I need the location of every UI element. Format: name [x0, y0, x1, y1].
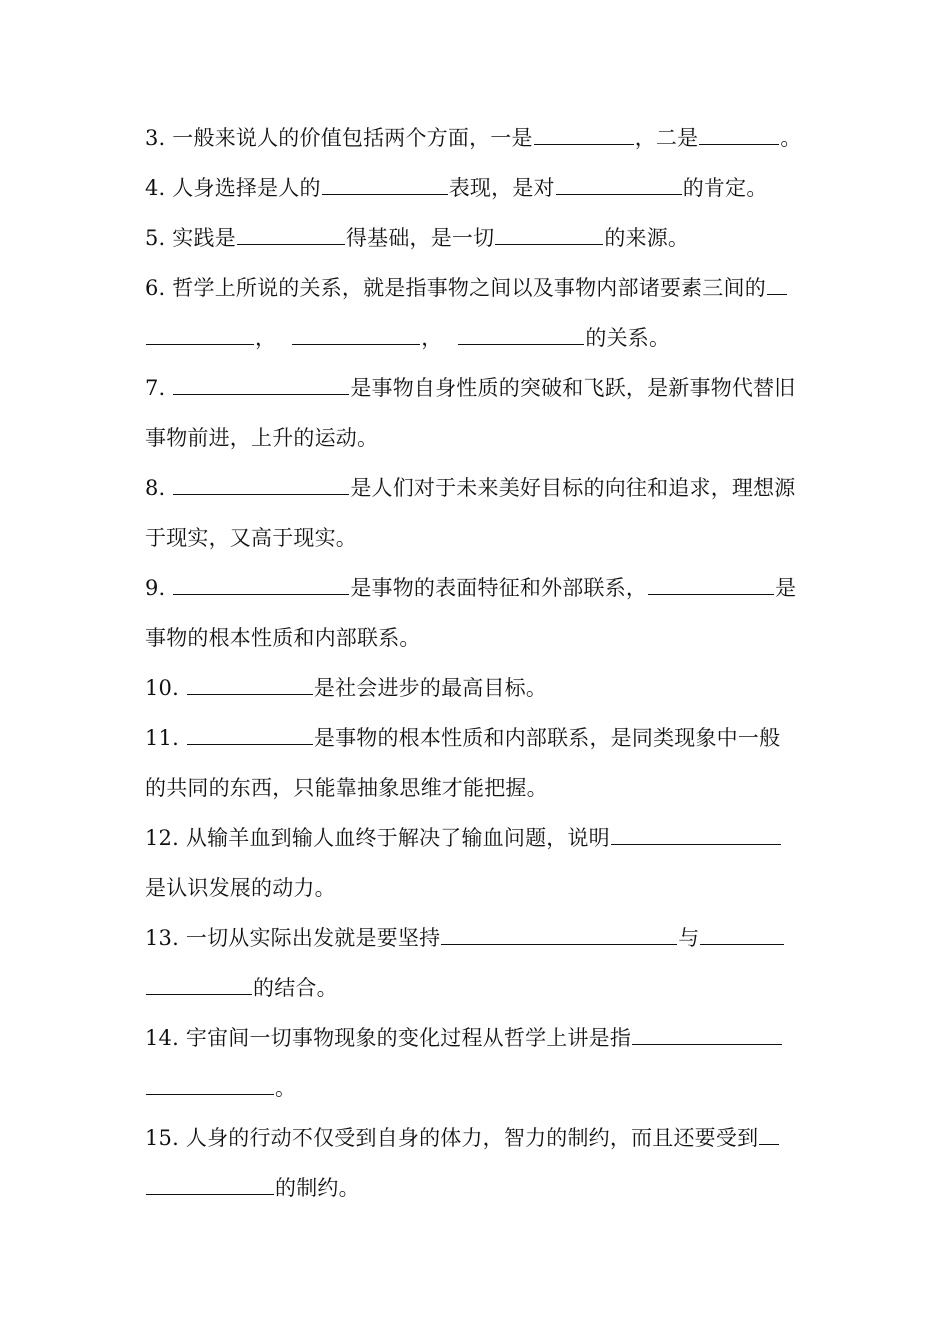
question-14-blank-1a[interactable]: [632, 1022, 782, 1045]
question-6-text: 的关系。: [585, 326, 671, 350]
question-8-blank-1[interactable]: [173, 472, 349, 495]
question-6-line-2: [145, 321, 835, 355]
question-4-blank-2[interactable]: [556, 172, 682, 195]
question-3-blank-2[interactable]: [699, 122, 779, 145]
question-12-text: 是认识发展的动力。: [145, 876, 336, 900]
question-9-line-1: [145, 571, 835, 605]
question-15-text: 15. 人身的行动不仅受到自身的体力，智力的制约，而且还要受到: [145, 1126, 759, 1150]
question-7-line-1: [145, 371, 835, 405]
question-13-text: 的结合。: [253, 976, 338, 1000]
question-15-text: 的制约。: [275, 1176, 360, 1200]
question-3-text: 。: [780, 126, 802, 150]
question-9-text: 事物的根本性质和内部联系。: [145, 626, 421, 650]
question-6-blank-3[interactable]: [458, 322, 584, 345]
question-10-blank-1[interactable]: [187, 672, 313, 695]
question-13-line-2: [145, 971, 835, 1005]
question-15-line-1: [145, 1121, 835, 1155]
question-6-text: 6. 哲学上所说的关系，就是指事物之间以及事物内部诸要素三间的: [145, 276, 766, 300]
question-4-text: 表现，是对: [448, 176, 555, 200]
question-9-blank-1[interactable]: [173, 572, 349, 595]
question-9-text: 是事物的表面特征和外部联系，: [350, 576, 648, 600]
question-7-line-2: [145, 421, 835, 455]
question-11-line-2: [145, 771, 835, 805]
question-13-text: 与: [678, 926, 700, 950]
question-3-blank-1[interactable]: [534, 122, 634, 145]
question-13-blank-2b[interactable]: [146, 972, 252, 995]
question-14-text: 。: [275, 1076, 297, 1100]
question-6-blank-1b[interactable]: [146, 322, 254, 345]
question-11-line-1: [145, 721, 835, 755]
question-15-blank-1a[interactable]: [759, 1122, 779, 1145]
question-13-line-1: [145, 921, 835, 955]
question-14-line-2: [145, 1071, 835, 1105]
question-5-blank-2[interactable]: [495, 222, 603, 245]
question-7-blank-1[interactable]: [173, 372, 349, 395]
question-12-blank-1[interactable]: [611, 822, 781, 845]
question-7-text: 7.: [145, 376, 173, 400]
question-8-text: 于现实，又高于现实。: [145, 526, 357, 550]
question-3-text: ，二是: [634, 126, 699, 150]
question-12-text: 12. 从输羊血到输人血终于解决了输血问题，说明: [145, 826, 610, 850]
question-7-text: 是事物自身性质的突破和飞跃，是新事物代替旧: [350, 376, 796, 400]
question-9-text: 是: [775, 576, 797, 600]
question-13-blank-2a[interactable]: [700, 922, 784, 945]
question-14-text: 14. 宇宙间一切事物现象的变化过程从哲学上讲是指: [145, 1026, 632, 1050]
question-6-line-1: [145, 271, 835, 305]
question-14-line-1: [145, 1021, 835, 1055]
question-11-blank-1[interactable]: [187, 722, 313, 745]
question-5-text: 得基础，是一切: [345, 226, 495, 250]
question-13-blank-1[interactable]: [441, 922, 677, 945]
question-7-text: 事物前进，上升的运动。: [145, 426, 379, 450]
question-11-text: 的共同的东西，只能靠抽象思维才能把握。: [145, 776, 548, 800]
question-14-blank-1b[interactable]: [146, 1072, 274, 1095]
question-9-text: 9.: [145, 576, 173, 600]
question-8-text: 是人们对于未来美好目标的向往和追求，理想源: [350, 476, 796, 500]
question-4-blank-1[interactable]: [322, 172, 448, 195]
question-12-line-2: [145, 871, 835, 905]
question-11-text: 11.: [145, 726, 186, 750]
question-6-text: ，: [421, 326, 443, 350]
question-8-line-2: [145, 521, 835, 555]
question-6-blank-1a[interactable]: [767, 272, 787, 295]
question-4-line-1: [145, 171, 835, 205]
question-5-line-1: [145, 221, 835, 255]
question-4-text: 4. 人身选择是人的: [145, 176, 321, 200]
question-8-text: 8.: [145, 476, 173, 500]
question-10-text: 10.: [145, 676, 186, 700]
question-9-blank-2[interactable]: [648, 572, 774, 595]
question-3-text: 3. 一般来说人的价值包括两个方面，一是: [145, 126, 533, 150]
question-8-line-1: [145, 471, 835, 505]
question-15-blank-1b[interactable]: [146, 1172, 274, 1195]
question-10-text: 是社会进步的最高目标。: [313, 676, 548, 700]
question-11-text: 是事物的根本性质和内部联系，是同类现象中一般: [313, 726, 781, 750]
question-6-text: ，: [255, 326, 277, 350]
question-5-blank-1[interactable]: [237, 222, 345, 245]
question-6-blank-2[interactable]: [292, 322, 420, 345]
question-4-text: 的肯定。: [682, 176, 768, 200]
question-9-line-2: [145, 621, 835, 655]
question-15-line-2: [145, 1171, 835, 1205]
question-10-line-1: [145, 671, 835, 705]
question-5-text: 5. 实践是: [145, 226, 236, 250]
question-3-line-1: [145, 121, 835, 155]
question-5-text: 的来源。: [604, 226, 690, 250]
question-13-text: 13. 一切从实际出发就是要坚持: [145, 926, 441, 950]
question-12-line-1: [145, 821, 835, 855]
